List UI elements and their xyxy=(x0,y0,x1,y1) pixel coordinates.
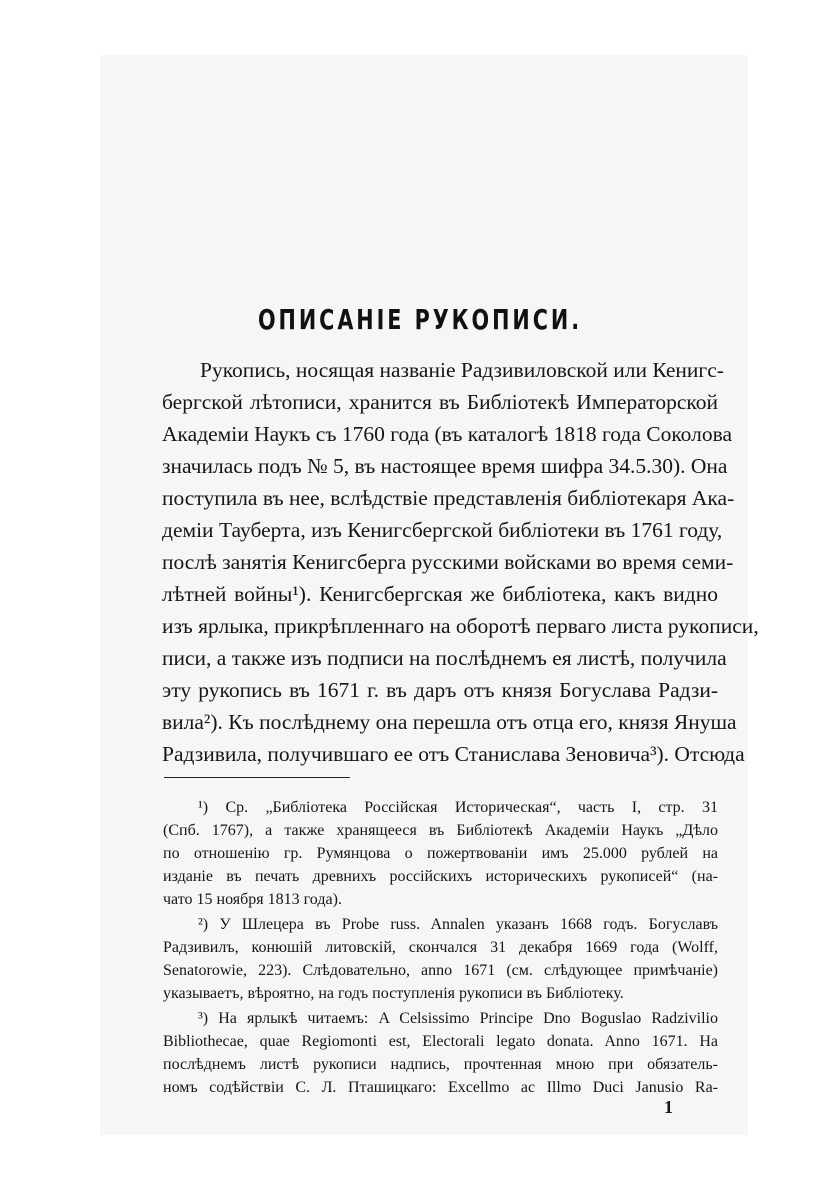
page-number: 1 xyxy=(664,1097,673,1117)
footnote-line: Bibliothecae, quae Regiomonti est, Electorali legato donata. Anno 1671. На xyxy=(163,1033,718,1050)
footnote-divider xyxy=(164,777,350,778)
body-line: вила²). Къ послѣднему она перешла отъ отца его, князя Януша xyxy=(162,710,737,734)
body-line: писи, а также изъ подписи на послѣднемъ ея листѣ, получила xyxy=(162,646,727,670)
footnote-line: (Спб. 1767), а также хранящееся въ Библіотекѣ Академіи Наукъ „Дѣло xyxy=(163,822,718,839)
footnote-line: ³) На ярлыкѣ читаемъ: A Celsissimo Principe Dno Boguslao Radzivilio xyxy=(198,1010,718,1027)
footnote-line: указываетъ, вѣроятно, на годъ поступленія рукописи въ Библіотеку. xyxy=(163,985,624,1002)
footnote-line: послѣднемъ листѣ рукописи надпись, прочтенная мною при обязатель- xyxy=(163,1056,718,1073)
footnote-line: ¹) Ср. „Библіотека Россійская Историческая“, часть I, стр. 31 xyxy=(198,799,718,816)
body-line: деміи Тауберта, изъ Кенигсбергской библіотеки въ 1761 году, xyxy=(162,518,723,542)
page-title: ОПИСАНІЕ РУКОПИСИ. xyxy=(257,303,583,336)
body-line: послѣ занятія Кенигсберга русскими войсками во время семи- xyxy=(162,550,734,574)
footnote-line: изданіе въ печать древнихъ россійскихъ историческихъ рукописей“ (на- xyxy=(163,868,718,885)
body-line: значилась подъ № 5, въ настоящее время шифра 34.5.30). Она xyxy=(162,454,728,478)
footnote-line: ²) У Шлецера въ Probe russ. Annalen указанъ 1668 годъ. Богуславъ xyxy=(198,916,718,933)
footnote-line: по отношенію гр. Румянцова о пожертвованіи имъ 25.000 рублей на xyxy=(163,845,718,862)
body-line: Рукопись, носящая названіе Радзивиловской или Кенигс- xyxy=(200,358,724,382)
body-line: Радзивила, получившаго ее отъ Станислава Зеновича³). Отсюда xyxy=(162,742,745,766)
body-line: лѣтней войны¹). Кенигсбергская же библіотека, какъ видно xyxy=(162,582,718,606)
footnote-line: Радзивилъ, конюшій литовскій, скончался 31 декабря 1669 года (Wolff, xyxy=(163,939,718,956)
body-line: Академіи Наукъ съ 1760 года (въ каталогѣ 1818 года Соколова xyxy=(162,422,733,446)
body-line: бергской лѣтописи, хранится въ Библіотекѣ Императорской xyxy=(162,390,718,414)
body-line: эту рукопись въ 1671 г. въ даръ отъ князя Богуслава Радзи- xyxy=(162,678,718,702)
footnote-line: номъ содѣйствіи С. Л. Пташицкаго: Excellmo ac Illmo Duci Janusio Ra- xyxy=(163,1079,718,1096)
footnote-line: чато 15 ноября 1813 года). xyxy=(163,891,342,908)
footnote-line: Senatorowie, 223). Слѣдовательно, anno 1671 (см. слѣдующее примѣчаніе) xyxy=(163,962,718,979)
body-line: поступила въ нее, вслѣдствіе представленія библіотекаря Ака- xyxy=(162,486,735,510)
body-line: изъ ярлыка, прикрѣпленнаго на оборотѣ перваго листа рукописи, xyxy=(162,614,759,638)
